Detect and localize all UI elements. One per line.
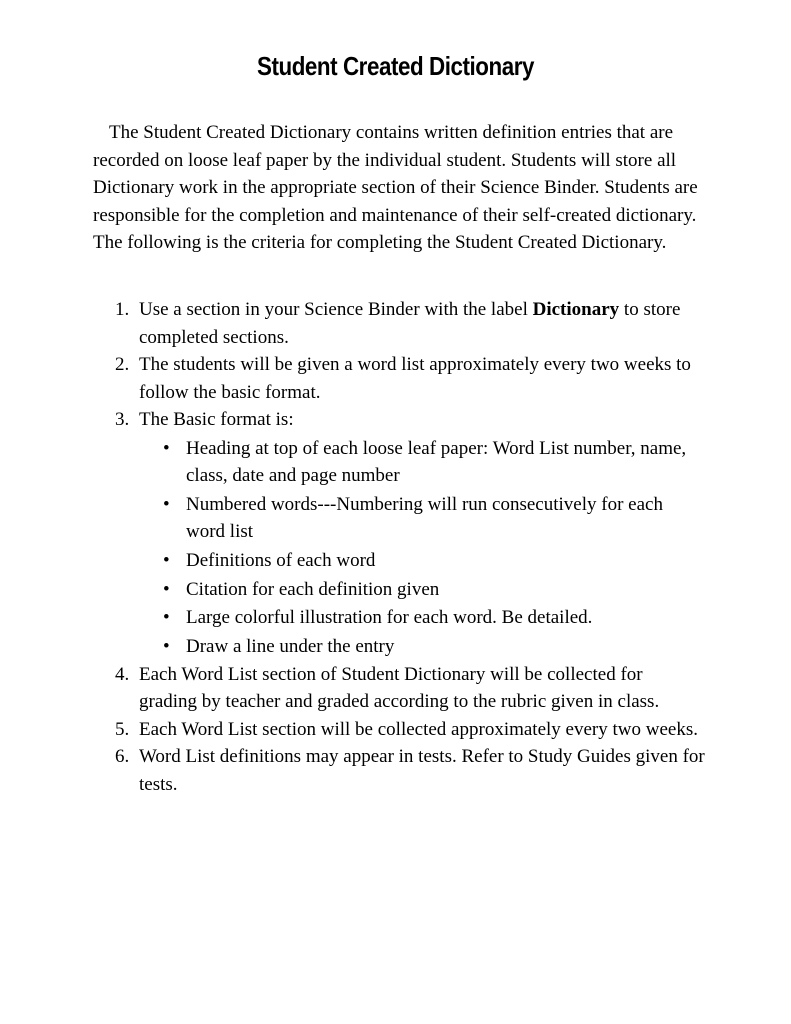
bullet-icon: • [163,493,170,515]
bullet-icon: • [163,437,170,459]
list-item-text: Each Word List section will be collected approximately every two weeks. [139,718,698,740]
bullet-item [139,633,705,661]
page-title: Student Created Dictionary [256,51,535,81]
bullet-text: Large colorful illustration for each word. Be detailed. [186,607,593,629]
list-item-bold-label: Dictionary [532,299,620,320]
list-item-text: to store completed sections. [139,299,681,348]
bullet-icon: • [163,578,170,600]
list-marker: 2. [115,354,130,375]
bullet-item [139,604,705,632]
bullet-item [139,576,705,604]
bullet-item [139,547,705,575]
bullet-icon: • [163,550,170,572]
bullet-text: Citation for each definition given [186,578,440,600]
bullet-text: Definitions of each word [186,550,376,572]
bullet-item [139,491,705,546]
list-item-2 [93,351,705,406]
list-marker: 5. [115,718,130,740]
bullet-text: Draw a line under the entry [186,636,395,658]
criteria-list [93,296,705,798]
bullet-text: Numbered words---Numbering will run consecutively for each word list [186,493,663,543]
list-item-4 [93,661,705,716]
list-marker: 4. [115,663,130,685]
format-bullet-list [139,435,705,661]
list-item-text: The Basic format is: [139,409,294,430]
list-item-text: The students will be given a word list approximately every two weeks to follow the basic format. [139,354,691,403]
bullet-item [139,435,705,490]
bullet-icon: • [163,636,170,658]
list-item-text: Word List definitions may appear in tests. Refer to Study Guides given for tests. [139,746,705,795]
list-item-text: Each Word List section of Student Dictionary will be collected for grading by teacher and graded according to the rubric given in class. [139,663,660,713]
list-marker: 6. [115,746,130,768]
bullet-icon: • [163,607,170,629]
list-item-3 [93,406,705,661]
list-item-text: Use a section in your Science Binder with the label [139,299,533,320]
bullet-text: Heading at top of each loose leaf paper: Word List number, name, class, date and page number [186,437,687,487]
list-item-5 [93,716,705,744]
list-marker: 1. [115,299,130,320]
list-marker: 3. [115,409,130,430]
intro-paragraph: The Student Created Dictionary contains written definition entries that are recorded on loose leaf paper by the individual student. Students will store all Dictionary work in the appropriate section of their Science Binder. Students are responsible for the completion and maintenance of their self-created dictionary. The following is the criteria for completing the Student Created Dictionary. [93,122,698,253]
list-item-1 [93,296,705,351]
list-item-6 [93,743,705,798]
